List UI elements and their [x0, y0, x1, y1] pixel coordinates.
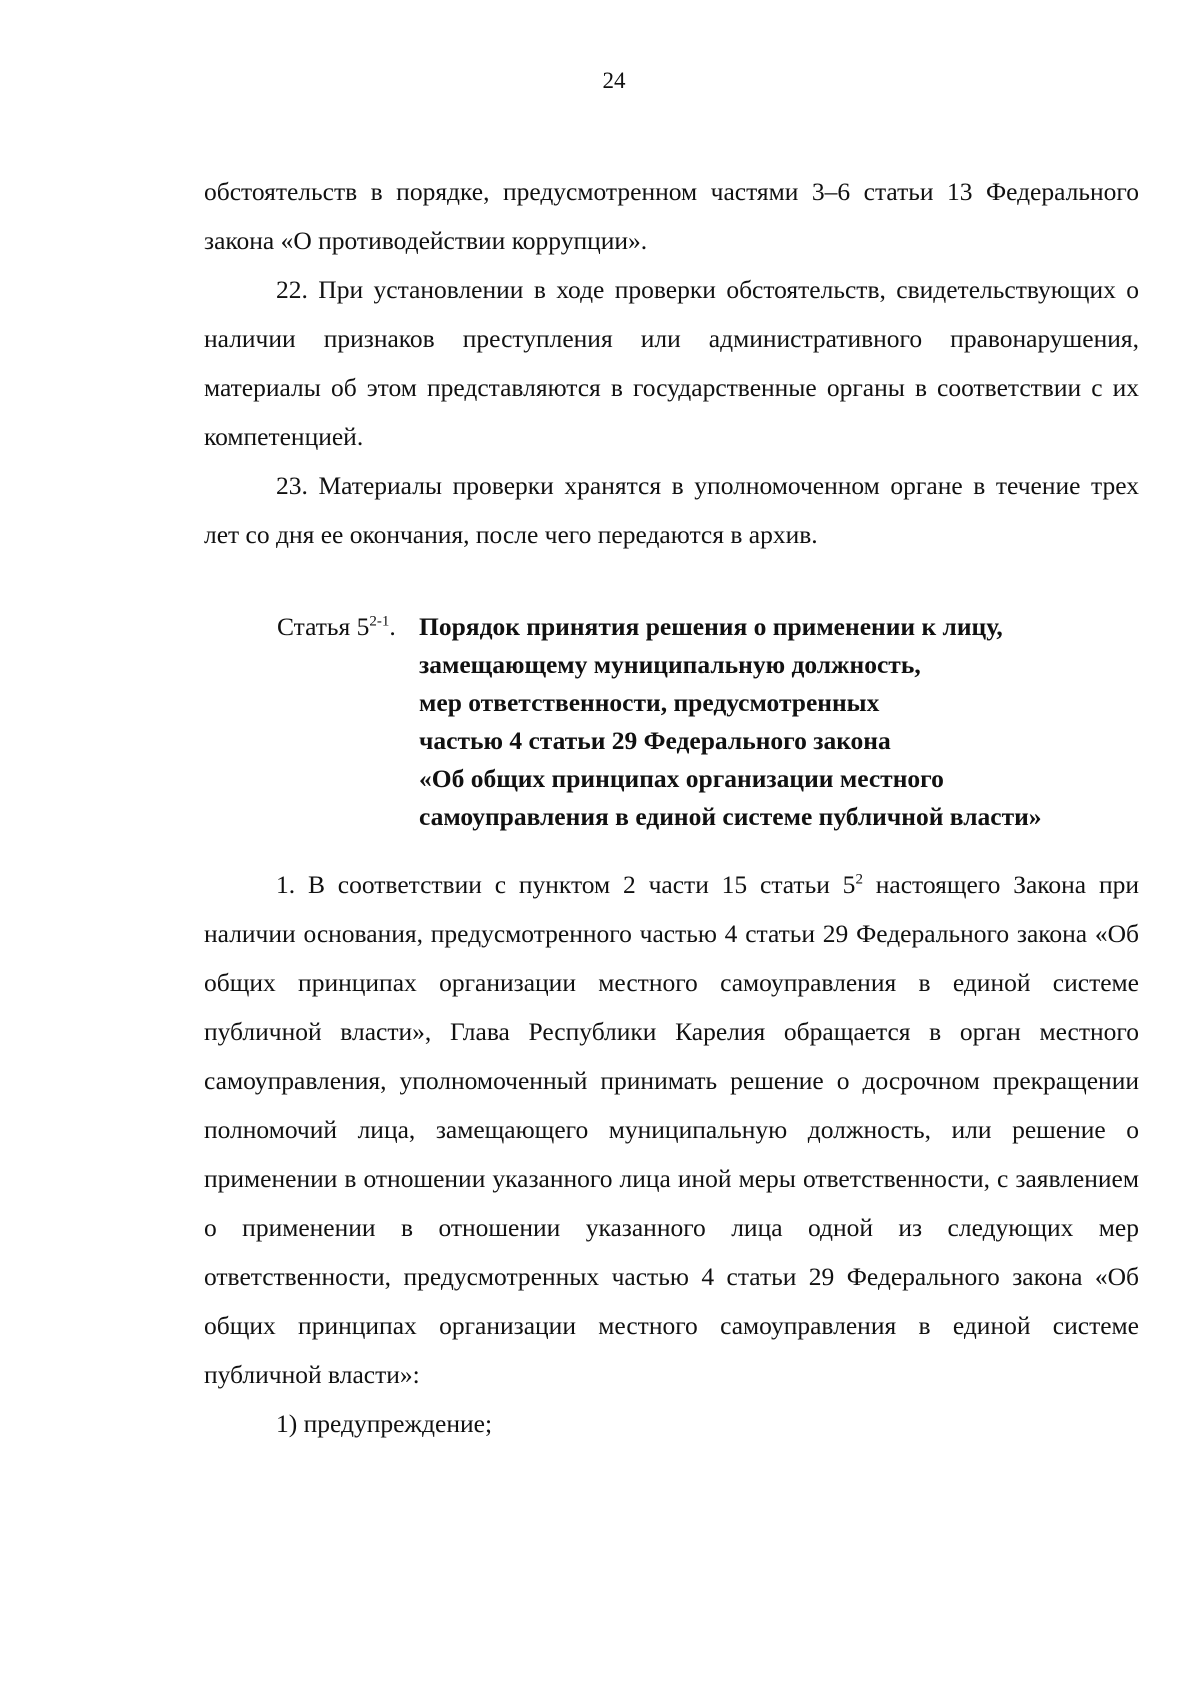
article-title-line: замещающему муниципальную должность,: [419, 650, 921, 679]
paragraph-continuation: обстоятельств в порядке, предусмотренном частями 3–6 статьи 13 Федерального закона «О противодействии коррупции».: [204, 177, 1139, 255]
paragraph-22: 22. При установлении в ходе проверки обстоятельств, свидетельствующих о наличии признаков преступления или административного правонарушения, материалы об этом представляются в государственные органы в соответствии с их компетенцией.: [204, 275, 1139, 451]
body-text-top: [204, 167, 1139, 559]
body-text-bottom: [204, 860, 1139, 1448]
article-title-line: мер ответственности, предусмотренных: [419, 688, 880, 717]
article-prefix-dot: .: [389, 612, 396, 641]
list-item-1: 1) предупреждение;: [276, 1409, 493, 1438]
article-title-line: частью 4 статьи 29 Федерального закона: [419, 726, 891, 755]
article-prefix-sup: 2-1: [369, 613, 390, 630]
article-title-line: самоуправления в единой системе публичной власти»: [419, 802, 1042, 831]
article-number: [277, 608, 396, 646]
paragraph-1-start: 1. В соответствии с пунктом 2 части 15 статьи 5: [276, 870, 856, 899]
paragraph-23: 23. Материалы проверки хранятся в уполномоченном органе в течение трех лет со дня ее окончания, после чего передаются в архив.: [204, 471, 1139, 549]
paragraph-1: [204, 860, 1139, 1399]
article-title-line: «Об общих принципах организации местного: [419, 764, 944, 793]
article-title-line: Порядок принятия решения о применении к лицу,: [419, 612, 1003, 641]
paragraph-1-sup: 2: [855, 871, 863, 888]
paragraph-1-rest: настоящего Закона при наличии основания, предусмотренного частью 4 статьи 29 Федерального закона «Об общих принципах организации местного самоуправления в единой системе публичной власти», Глава Республики Карелия обращается в орган местного самоуправления, уполномоченный принимать решение о досрочном прекращении полномочий лица, замещающего муниципальную должность, или решение о применении в отношении указанного лица иной меры ответственности, с заявлением о применении в отношении указанного лица одной из следующих мер ответственности, предусмотренных частью 4 статьи 29 Федерального закона «Об общих принципах организации местного самоуправления в единой системе публичной власти»:: [204, 870, 1139, 1389]
article-heading: [277, 608, 1157, 836]
page-number: 24: [602, 68, 626, 93]
article-title: [419, 608, 1157, 836]
article-prefix-word: Статья 5: [277, 612, 370, 641]
